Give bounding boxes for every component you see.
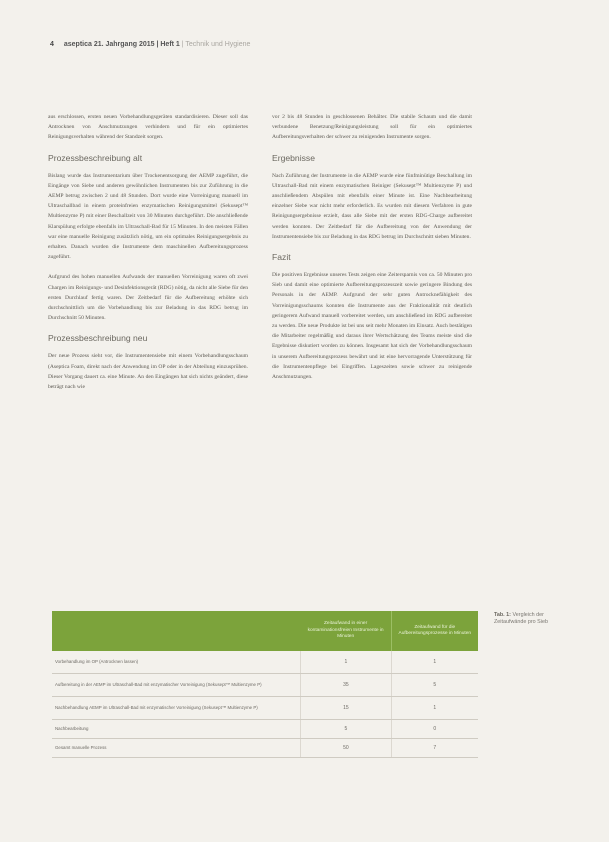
table-cell: 5 bbox=[391, 674, 478, 697]
table-header-cell: Zeitaufwand in einer kontaminationsfreien Instrumente in Minuten bbox=[301, 611, 391, 651]
table-header-cell: Zeitaufwand für die Aufbereitungsprozesse in Minuten bbox=[391, 611, 478, 651]
body-paragraph: Aufgrund des hohen manuellen Aufwands der manuellen Vorreinigung waren oft zwei Chargen im Reinigungs- und Desinfektionsgerät (RDG) nötig, da nicht alle Siebe für den ersten Durchlauf fertig waren. Der Zeitbedarf für die Aufbereitung erhöhte sich durchschnittlich um die Vorbehandlung bis zur Beladung in das RDG betrug im Durchschnitt 50 Minuten. bbox=[48, 274, 248, 322]
section-heading: Prozessbeschreibung alt bbox=[48, 152, 143, 163]
table-row bbox=[52, 674, 478, 697]
body-paragraph: Bislang wurde das Instrumentarium über Trockenentsorgung der AEMP zugeführt, die Eingänge von Siebe und anderen gewöhnlichen Instrumenten bis zur Zuführung in die AEMP betrug zwischen 2 und 48 Stunden. Dort wurde eine Vorreinigung manuell im Ultraschallbad in einem proteinfreien enzymatischen Reinigungsmittel (Sekusept™ Multienzyme P) mit einer Beschallzeit von 30 Minuten durchgeführt. Die anschließende Klarspülung erfolgte ebenfalls im Ultraschall-Bad für 15 Minuten. In den meisten Fällen war eine manuelle Reinigung zusätzlich nötig, um ein optimales Reinigungsergebnis zu erhalten. Danach wurden die Instrumente dem maschinellen Aufbereitungsprozess zugeführt. bbox=[48, 172, 248, 261]
table-row bbox=[52, 697, 478, 720]
section-heading: Fazit bbox=[272, 252, 291, 263]
table-cell: 15 bbox=[301, 697, 391, 720]
journal-name: aseptica 21. Jahrgang 2015 | Heft 1 bbox=[63, 41, 180, 48]
body-paragraph: Die positiven Ergebnisse unseres Tests zeigen eine Zeitersparnis von ca. 50 Minuten pro Sieb und damit eine optimierte Aufbereitungsprozesszeit sowie geringere Bindung des Personals in der AEMP. Aufgrund der sehr guten Antrocknefähigkeit des Vorreinigungsschaums konnten die Instrumente aus der Fraktionalität mit deutlich geringerem Aufwand manuell vorbereitet werden, um anschließend im RDG aufbereitet zu werden. Die neue Produkte ist bei uns seit mehr Monaten im Einsatz. Auch bestätigen die Mitarbeiter regelmäßig und daraus ihrer Wertschätzung des Teams meiste sind die Ergebnisse diskutiert worden zu können. Insgesamt hat sich der Vorbehandlungsschaum in unserem Aufbereitungsprozess bewährt und ist eine hervorragende Unterstützung für die Instrumentenpflege bei Eingriffen. Lageszeiten sowie schwer zu reinigende Anschmutzungen. bbox=[272, 272, 472, 381]
table-row bbox=[52, 720, 478, 739]
table-cell: Nachbearbeitung bbox=[52, 720, 301, 739]
table-caption bbox=[494, 612, 566, 626]
caption-label: Tab. 1: bbox=[494, 612, 511, 618]
comparison-table bbox=[52, 611, 478, 758]
body-paragraph: Der neue Prozess sieht vor, die Instrumentensiebe mit einem Vorbehandlungsschaum (Aseptica Foam, direkt nach der Anwendung im OP oder in der Abteilung einzusprühen. Dieser Vorgang dauert ca. eine Minute. An den Eingängen hat sich nichts geändert, diese beträgt nach wie bbox=[48, 353, 248, 391]
table-cell: 50 bbox=[301, 739, 391, 758]
section-name: | Technik und Hygiene bbox=[181, 41, 251, 48]
table-row bbox=[52, 739, 478, 758]
left-column bbox=[48, 112, 248, 402]
table-header-cell bbox=[52, 611, 301, 651]
table-cell: Aufbereitung in der AEMP im Ultraschall-Bad mit enzymatischer Vorreinigung (Sekusept™ Multienzyme P) bbox=[52, 674, 301, 697]
section-heading: Ergebnisse bbox=[272, 152, 315, 163]
table-cell: Nachbehandlung AEMP im Ultraschall-Bad mit enzymatischer Vorreinigung (Sekusept™ Multienzyme P) bbox=[52, 697, 301, 720]
table-cell: Gesamt manuelle Prozess bbox=[52, 739, 301, 758]
section-heading: Prozessbeschreibung neu bbox=[48, 333, 148, 344]
table-cell: 1 bbox=[391, 651, 478, 674]
table-cell: 1 bbox=[301, 651, 391, 674]
table-row bbox=[52, 651, 478, 674]
table-cell: 1 bbox=[391, 697, 478, 720]
page-header bbox=[50, 41, 250, 48]
table-cell: 0 bbox=[391, 720, 478, 739]
caption-text: Vergleich der Zeitaufwände pro Sieb bbox=[494, 612, 548, 625]
table-header-row bbox=[52, 611, 478, 651]
page-number: 4 bbox=[50, 41, 54, 48]
table-cell: 7 bbox=[391, 739, 478, 758]
body-paragraph: aus erschlossen, ersten neuen Vorbehandlungsgeräten standardisieren. Dieser soll das Antrocknen von Anschmutzungen verhindern und für ein optimiertes Reinigungsverhalten während der Standzeit sorgen. bbox=[48, 114, 248, 141]
body-paragraph: Nach Zuführung der Instrumente in die AEMP wurde eine fünfminütige Beschallung im Ultraschall-Bad mit einem enzymatischen Reiniger (Sekusept™ Multienzyme P) und anschließendem Abspülen mit ebenfalls einer Minute ist. Eine Nachbearbeitung einzelner Siebe war nicht mehr erforderlich. Es wurden mit diesem Verfahren in gute Reinigungsergebnisse erzielt, dass alle Siebe mit der ersten RDG-Charge aufbereitet werden konnten. Der Zeitbedarf für die Aufbereitung von der Anwendung der Instrumentensiebe bis zur Beladung in das RDG betrug im Durchschnitt sieben Minuten. bbox=[272, 172, 472, 240]
table-cell: Vorbehandlung im OP (Antrocknen lassen) bbox=[52, 651, 301, 674]
table-cell: 5 bbox=[301, 720, 391, 739]
right-column bbox=[272, 112, 472, 392]
table-cell: 35 bbox=[301, 674, 391, 697]
body-paragraph: vor 2 bis 48 Stunden in geschlossenen Behälter. Die stabile Schaum und die damit verbundene Benetzung/Reinigungsleistung soll für ein optimiertes Aufbereitungsverhalten der schwer zu reinigenden Instrumente sorgen. bbox=[272, 114, 472, 141]
